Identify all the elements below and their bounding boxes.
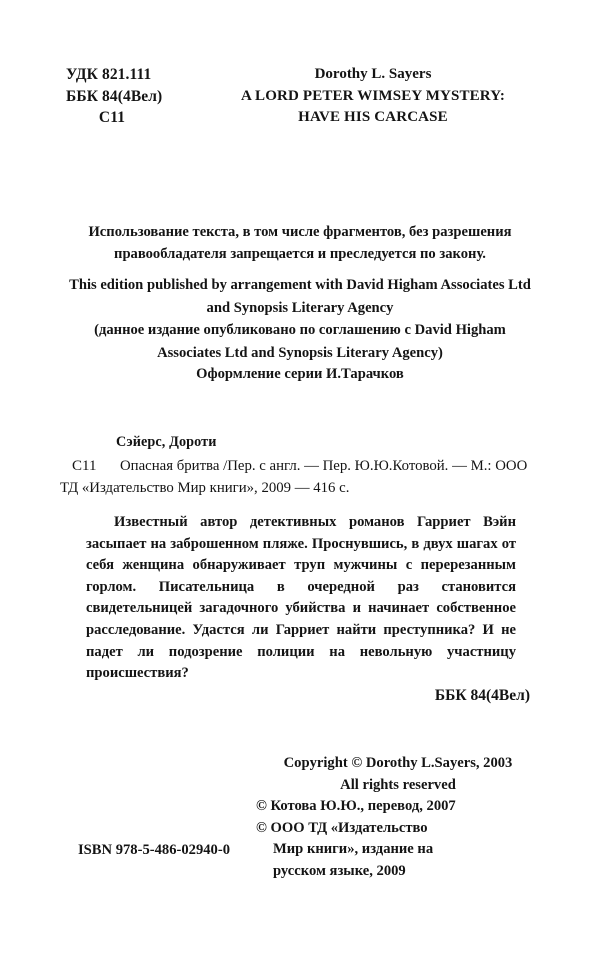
copyright-block: [256, 753, 540, 882]
original-author: Dorothy L. Sayers: [314, 66, 432, 82]
shelf-mark-code: С11: [98, 109, 126, 126]
annotation-text: Известный автор детективных романов Гарриет Вэйн засыпает на заброшенном пляже. Проснувшись, в двух шагах от себя женщина обнаруживает труп мужчины с перерезанным горлом. Писательница в очередной раз становится свидетельницей загадочного убийства и начинает собственное расследование. Удастся ли Гарриет найти преступника? И не падет ли подозрение полиции на невольную участницу происшествия?: [86, 514, 516, 682]
classification-codes: [60, 64, 196, 129]
original-series-line: A LORD PETER WIMSEY MYSTERY:: [241, 87, 505, 104]
cip-description: Опасная бритва /Пер. с англ. — Пер. Ю.Ю.Котовой. — М.: ООО ТД «Издательство Мир книги», 2009 — 416 с.: [60, 458, 528, 496]
cip-body: [60, 455, 530, 499]
copyright-line-4: © ООО ТД «Издательство: [256, 819, 428, 836]
arrangement-notice: [60, 274, 540, 364]
bbk-code: ББК 84(4Вел): [66, 87, 163, 105]
cip-shelf-mark: С11: [72, 458, 97, 474]
original-title-line: HAVE HIS CARCASE: [298, 109, 448, 125]
arrangement-line-1: This edition published by arrangement with David Higham Associates Ltd: [69, 277, 531, 293]
series-design-line: Оформление серии И.Тарачков: [196, 366, 404, 382]
bbk-footer-code: ББК 84(4Вел): [434, 687, 530, 704]
isbn-value: ISBN 978-5-486-02940-0: [78, 842, 231, 858]
copyright-line-3: © Котова Ю.Ю., перевод, 2007: [256, 798, 456, 814]
copyright-line-2: All rights reserved: [340, 776, 456, 793]
series-design-credit: [60, 363, 540, 385]
copyright-line-5: Мир книги», издание на: [273, 841, 434, 857]
usage-rights-line-1: Использование текста, в том числе фрагментов, без разрешения: [88, 224, 512, 240]
cip-block: [60, 431, 530, 499]
header-row: [60, 64, 540, 129]
usage-rights-line-2: правообладателя запрещается и преследуется по закону.: [114, 246, 486, 262]
copyright-line-6: русском языке, 2009: [273, 862, 406, 879]
cip-author: Сэйерс, Дороти: [116, 434, 217, 450]
arrangement-line-2: and Synopsis Literary Agency: [206, 299, 394, 316]
udk-code: УДК 821.111: [66, 66, 152, 83]
arrangement-line-3: (данное издание опубликовано по соглашению с David Higham: [94, 322, 506, 338]
original-title-block: [196, 64, 540, 129]
arrangement-line-4: Associates Ltd and Synopsis Literary Agency): [157, 344, 443, 361]
usage-rights-notice: [60, 221, 540, 265]
copyright-line-1: Copyright © Dorothy L.Sayers, 2003: [283, 755, 513, 771]
